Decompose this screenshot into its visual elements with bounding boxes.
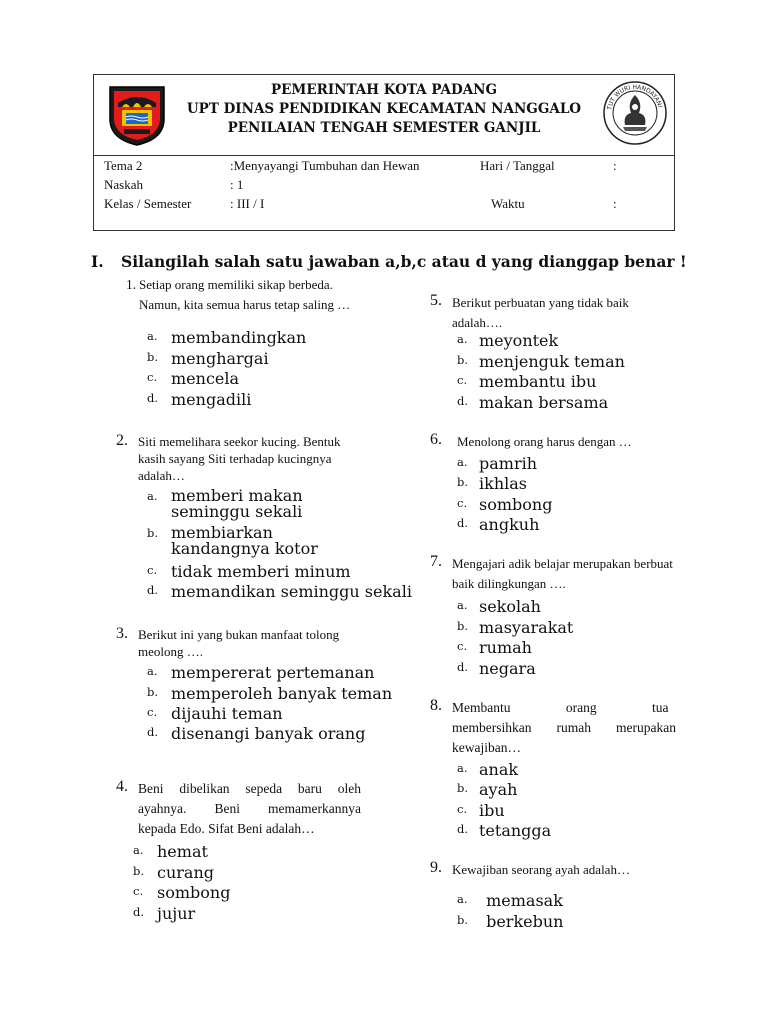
question-text: Mengajari adik belajar merupakan berbuat baik dilingkungan ….: [452, 556, 673, 591]
naskah-label: Naskah: [104, 177, 143, 192]
option-text: anak: [479, 760, 519, 779]
question-text: Kewajiban seorang ayah adalah…: [452, 862, 630, 877]
option-text: ayah: [479, 780, 518, 799]
option-text: memperoleh banyak teman: [171, 684, 393, 703]
option-letter: c.: [457, 373, 468, 387]
option-letter: a.: [457, 761, 468, 775]
question-text-line-1: Membantu orang tua: [452, 700, 669, 715]
option-letter: b.: [147, 685, 159, 699]
question-9: [430, 860, 690, 882]
tema-label: Tema 2: [104, 158, 143, 173]
option-letter: a.: [147, 329, 158, 343]
question-text: Siti memelihara seekor kucing. Bentuk kasih sayang Siti terhadap kucingnya adalah…: [138, 434, 341, 483]
waktu-label: Waktu: [491, 196, 525, 211]
option-text: sombong: [479, 495, 553, 514]
option-text: mengadili: [171, 390, 252, 409]
option-letter: b.: [147, 350, 159, 364]
question-5: [430, 293, 680, 333]
option-text: dijauhi teman: [171, 704, 283, 723]
question-6: [430, 432, 690, 454]
question-number: 2.: [116, 432, 128, 449]
option-text: hemat: [157, 842, 208, 861]
option-text: menjenguk teman: [479, 352, 625, 371]
option-text: memberi makan seminggu sekali: [171, 486, 303, 521]
question-text: Menolong orang harus dengan …: [457, 434, 632, 449]
option-text: rumah: [479, 638, 532, 657]
option-text: sekolah: [479, 597, 541, 616]
option-text: sombong: [157, 883, 231, 902]
hari-tanggal-colon: :: [613, 158, 617, 173]
option-text: angkuh: [479, 515, 540, 534]
option-text: mempererat pertemanan: [171, 663, 375, 682]
option-letter: d.: [147, 725, 159, 739]
option-text: membantu ibu: [479, 372, 597, 391]
option-letter: c.: [147, 705, 158, 719]
option-letter: b.: [457, 619, 469, 633]
option-letter: b.: [457, 475, 469, 489]
option-letter: c.: [457, 802, 468, 816]
question-4: [116, 779, 366, 839]
option-letter: b.: [133, 864, 145, 878]
question-number: 5.: [430, 292, 442, 309]
header-title-3: PENILAIAN TENGAH SEMESTER GANJIL: [227, 120, 541, 136]
exam-header: [93, 74, 675, 231]
question-text: Berikut ini yang bukan manfaat tolong meolong ….: [138, 627, 340, 659]
question-text: Setiap orang memiliki sikap berbeda. Namun, kita semua harus tetap saling …: [139, 277, 351, 312]
option-text: pamrih: [479, 454, 538, 473]
option-letter: a.: [457, 598, 468, 612]
option-text: mencela: [171, 369, 240, 388]
option-text: berkebun: [481, 912, 564, 931]
question-2: [116, 433, 376, 493]
option-letter: d.: [133, 905, 145, 919]
option-letter: c.: [133, 884, 144, 898]
option-text: disenangi banyak orang: [171, 724, 366, 743]
option-text: ibu: [479, 801, 505, 820]
header-title-1: PEMERINTAH KOTA PADANG: [270, 82, 498, 98]
option-text: tetangga: [479, 821, 552, 840]
waktu-colon: :: [613, 196, 617, 211]
header-divider: [94, 155, 674, 156]
option-text: membandingkan: [171, 328, 307, 347]
question-number: 8.: [430, 697, 442, 714]
section-number: I.: [91, 252, 104, 271]
question-3: [116, 626, 376, 666]
logo-motto-text: TUT WURI HANDAYANI: [606, 83, 664, 111]
question-8: [430, 698, 680, 758]
question-text-line-3: kewajiban…: [452, 740, 521, 755]
question-text-line-1: Beni dibelikan sepeda baru oleh: [138, 781, 361, 796]
option-letter: d.: [457, 822, 469, 836]
option-letter: b.: [457, 913, 469, 927]
option-letter: c.: [147, 370, 158, 384]
option-letter: a.: [457, 455, 468, 469]
question-7: [430, 554, 680, 594]
option-text: menghargai: [171, 349, 269, 368]
question-number: 9.: [430, 859, 442, 876]
option-letter: a.: [133, 843, 144, 857]
question-number: 1.: [126, 277, 137, 292]
option-letter: b.: [457, 781, 469, 795]
section-instruction: [91, 252, 687, 271]
option-text: negara: [479, 659, 536, 678]
question-text-line-2: membersihkan rumah merupakan: [452, 720, 676, 735]
tema-value: :Menyayangi Tumbuhan dan Hewan: [230, 158, 420, 173]
hari-tanggal-label: Hari / Tanggal: [480, 158, 555, 173]
option-letter: b.: [147, 526, 159, 540]
kelas-semester-label: Kelas / Semester: [104, 196, 192, 211]
option-text: ikhlas: [479, 474, 527, 493]
option-text: makan bersama: [479, 393, 609, 412]
option-letter: c.: [457, 496, 468, 510]
option-letter: d.: [147, 391, 159, 405]
section-instruction-text: Silangilah salah satu jawaban a,b,c atau d yang dianggap benar !: [121, 252, 687, 271]
naskah-value: : 1: [230, 177, 244, 192]
option-text: masyarakat: [479, 618, 574, 637]
tut-wuri-handayani-logo: [601, 79, 669, 147]
option-letter: a.: [457, 892, 468, 906]
option-text: jujur: [157, 904, 196, 923]
option-letter: c.: [147, 563, 158, 577]
header-title-2: UPT DINAS PENDIDIKAN KECAMATAN NANGGALO: [186, 101, 582, 117]
option-letter: d.: [457, 516, 469, 530]
question-number: 6.: [430, 431, 442, 448]
option-text: curang: [157, 863, 214, 882]
option-text: meyontek: [479, 331, 559, 350]
option-letter: d.: [147, 583, 159, 597]
option-letter: a.: [147, 489, 158, 503]
question-text: Berikut perbuatan yang tidak baik adalah….: [452, 295, 629, 330]
option-letter: d.: [457, 660, 469, 674]
option-letter: a.: [457, 332, 468, 346]
kelas-semester-value: : III / I: [230, 196, 265, 211]
question-number: 3.: [116, 625, 128, 642]
option-text: memandikan seminggu sekali: [171, 582, 412, 601]
option-letter: a.: [147, 664, 158, 678]
question-text-line-3: kepada Edo. Sifat Beni adalah…: [138, 821, 315, 836]
option-text: membiarkan kandangnya kotor: [171, 523, 318, 558]
option-text: tidak memberi minum: [171, 562, 351, 581]
option-letter: c.: [457, 639, 468, 653]
question-text-line-2: ayahnya. Beni memamerkannya: [138, 801, 361, 816]
question-number: 4.: [116, 778, 128, 795]
option-letter: d.: [457, 394, 469, 408]
option-text: memasak: [481, 891, 563, 910]
question-number: 7.: [430, 553, 442, 570]
option-letter: b.: [457, 353, 469, 367]
